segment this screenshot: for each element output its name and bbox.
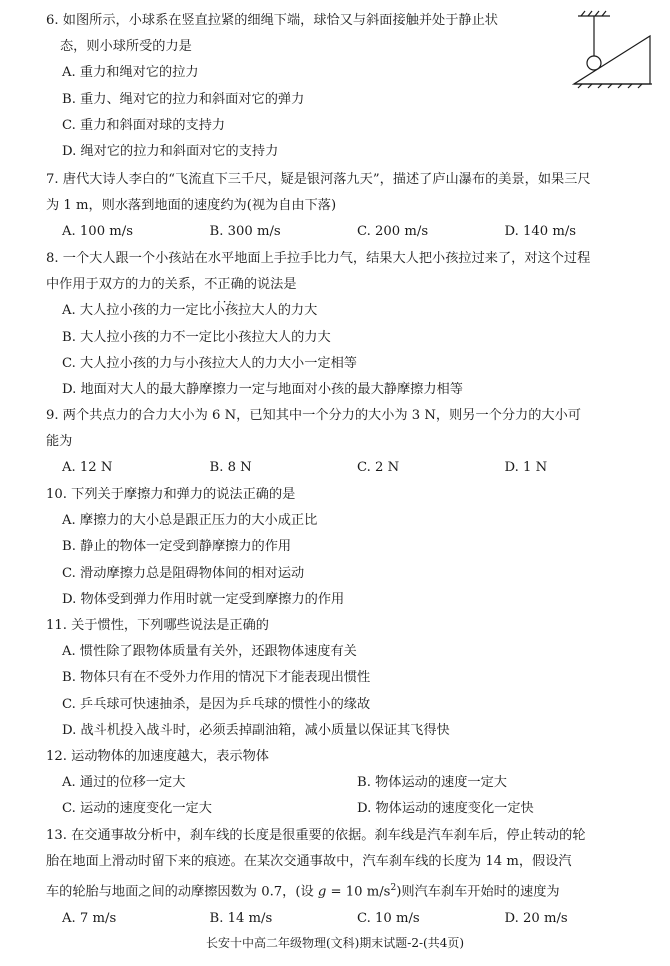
q10-stem-line-1: 10. 下列关于摩擦力和弹力的说法正确的是 (46, 487, 296, 502)
q7-option-b: B. 300 m/s (209, 224, 281, 240)
q6-option-a: A. 重力和绳对它的拉力 (62, 65, 199, 81)
q6-stem-line-1: 6. 如图所示，小球系在竖直拉紧的细绳下端，球恰又与斜面接触并处于静止状 (46, 13, 498, 28)
q12-option-a: A. 通过的位移一定大 (62, 775, 186, 791)
q7-stem-line-1: 7. 唐代大诗人李白的“飞流直下三千尺，疑是银河落九天”，描述了庐山瀑布的美景，如果三尺 (46, 172, 591, 187)
q13-option-c: C. 10 m/s (357, 911, 420, 926)
q13-stem-line-1: 13. 在交通事故分析中，刹车线的长度是很重要的依据。刹车线是汽车刹车后，停止转动的轮 (46, 828, 586, 843)
q12-options-row-1 (46, 770, 652, 796)
q13-exponent: 2 (390, 883, 397, 894)
q11-option-a: A. 惯性除了跟物体质量有关外，还跟物体速度有关 (62, 644, 357, 660)
question-7 (46, 167, 652, 246)
q10-option-d: D. 物体受到弹力作用时就一定受到摩擦力的作用 (62, 591, 345, 607)
q8-stem-line-2 (46, 272, 652, 298)
q9-options-row (46, 455, 652, 481)
q9-option-c: C. 2 N (357, 460, 400, 476)
q8-stem-line-1: 8. 一个大人跟一个小孩站在水平地面上手拉手比力气，结果大人把小孩拉过来了，对这个过程 (46, 251, 591, 266)
q7-option-a: A. 100 m/s (62, 224, 133, 240)
q10-option-a: A. 摩擦力的大小总是跟正压力的大小成正比 (62, 513, 318, 529)
q6-option-b: B. 重力、绳对它的拉力和斜面对它的弹力 (62, 91, 305, 107)
q8-stem-before: 中作用于双方的力的关系， (46, 277, 205, 293)
question-10 (46, 482, 652, 613)
q11-stem-line-1: 11. 关于惯性，下列哪些说法是正确的 (46, 618, 269, 633)
q9-stem-line-1: 9. 两个共点力的合力大小为 6 N，已知其中一个分力的大小为 3 N，则另一个分力的大小可 (46, 408, 581, 423)
q13-stem-line-2: 胎在地面上滑动时留下来的痕迹。在某次交通事故中，汽车刹车线的长度为 14 m，假设汽 (46, 854, 572, 870)
question-11 (46, 613, 652, 744)
q11-option-b: B. 物体只有在不受外力作用的情况下才能表现出惯性 (62, 670, 371, 686)
q8-option-d: D. 地面对大人的最大静摩擦力一定与地面对小孩的最大静摩擦力相等 (62, 382, 463, 398)
q8-stem-after: 的说法是 (243, 277, 297, 293)
q7-option-c: C. 200 m/s (357, 224, 429, 240)
q12-option-c: C. 运动的速度变化一定大 (62, 801, 212, 817)
q13-option-d: D. 20 m/s (504, 911, 568, 926)
q7-stem-line-2: 为 1 m，则水落到地面的速度约为(视为自由下落) (46, 198, 337, 214)
question-8 (46, 246, 652, 403)
question-13 (46, 823, 652, 932)
question-9 (46, 403, 652, 482)
q13-gravity-value: = 10 m/s (326, 884, 391, 900)
page-footer: 长安十中高二年级物理(文科)期末试题-2-(共4页) (205, 936, 465, 950)
q8-option-c: C. 大人拉小孩的力与小孩拉大人的力大小一定相等 (62, 355, 357, 371)
q10-option-b: B. 静止的物体一定受到静摩擦力的作用 (62, 539, 292, 555)
q6-option-d: D. 绳对它的拉力和斜面对它的支持力 (62, 144, 279, 160)
q10-option-c: C. 滑动摩擦力总是阻碍物体间的相对运动 (62, 565, 305, 581)
q9-option-a: A. 12 N (62, 460, 113, 476)
q13-option-a: A. 7 m/s (62, 911, 117, 926)
q9-option-d: D. 1 N (504, 460, 548, 476)
question-12 (46, 744, 652, 823)
q12-options-row-2 (46, 796, 652, 822)
q13-stem-before: 车的轮胎与地面之间的动摩擦因数为 0.7，(设 (46, 884, 318, 900)
q8-option-b: B. 大人拉小孩的力不一定比小孩拉大人的力大 (62, 329, 331, 345)
q6-option-c: C. 重力和斜面对球的支持力 (62, 117, 226, 133)
q13-options-row (46, 906, 652, 932)
q12-stem-line-1: 12. 运动物体的加速度越大，表示物体 (46, 749, 269, 764)
q13-stem-after: )则汽车刹车开始时的速度为 (396, 884, 560, 900)
q13-stem-line-3 (46, 875, 652, 906)
q13-option-b: B. 14 m/s (209, 911, 273, 926)
q7-option-d: D. 140 m/s (504, 224, 577, 240)
q8-emphasis-not-correct: 不正确 · · · (204, 277, 244, 292)
q9-option-b: B. 8 N (209, 460, 252, 476)
q8-option-a: A. 大人拉小孩的力一定比小孩拉大人的力大 (62, 303, 318, 319)
q7-options-row (46, 219, 652, 245)
q11-option-d: D. 战斗机投入战斗时，必须丢掉副油箱，减小质量以保证其飞得快 (62, 722, 450, 738)
q12-option-b: B. 物体运动的速度一定大 (357, 775, 507, 791)
q6-stem-line-2: 态，则小球所受的力是 (60, 39, 192, 55)
q11-option-c: C. 乒乓球可快速抽杀，是因为乒乓球的惯性小的缘故 (62, 696, 371, 712)
q13-gravity-symbol: g (317, 884, 327, 900)
q12-option-d: D. 物体运动的速度变化一定快 (357, 801, 534, 817)
q9-stem-line-2: 能为 (46, 434, 73, 450)
question-6 (46, 8, 652, 165)
